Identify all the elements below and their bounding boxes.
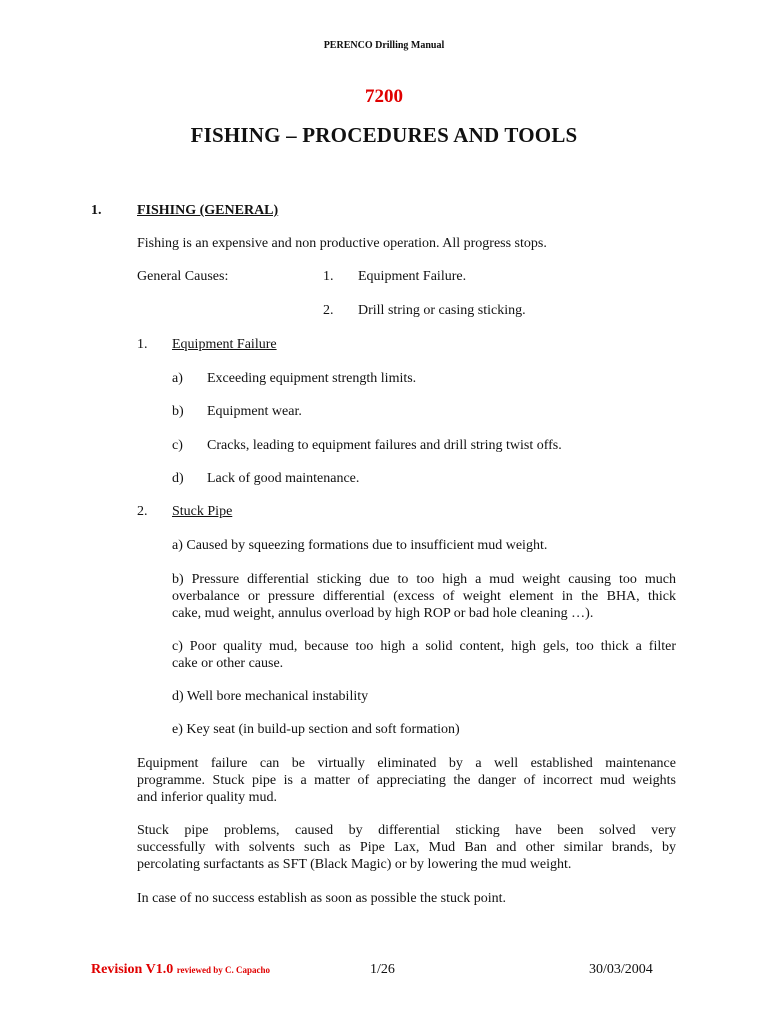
list-item-letter: a) <box>172 371 183 386</box>
stuck-pipe-item-c <box>172 638 676 672</box>
paragraph-line: cake, mud weight, annulus overload by high ROP or bad hole cleaning …). <box>172 606 594 621</box>
cause-number: 1. <box>323 269 334 284</box>
cause-text: Equipment Failure. <box>358 269 467 284</box>
footer-date: 30/03/2004 <box>589 962 653 977</box>
paragraph-line: c) Poor quality mud, because too high a solid content, high gels, too thick a filter <box>172 639 676 654</box>
footer-revision <box>91 962 270 978</box>
paragraph-stuck-point: In case of no success establish as soon as possible the stuck point. <box>137 891 506 906</box>
document-title: FISHING – PROCEDURES AND TOOLS <box>190 123 578 147</box>
subsection-heading: Stuck Pipe <box>172 504 233 519</box>
cause-number: 2. <box>323 303 334 318</box>
list-item-letter: d) <box>172 471 184 486</box>
reviewed-by: reviewed by C. Capacho <box>176 965 271 975</box>
paragraph-line: and inferior quality mud. <box>137 790 277 805</box>
subsection-heading: Equipment Failure <box>172 337 277 352</box>
general-causes-label: General Causes: <box>137 269 229 284</box>
paragraph-maintenance <box>137 755 676 806</box>
revision-label: Revision V1.0 <box>91 962 174 977</box>
document-number: 7200 <box>365 86 403 107</box>
subsection-number: 1. <box>137 337 148 352</box>
paragraph-line: cake or other cause. <box>172 656 284 671</box>
paragraph-line: Stuck pipe problems, caused by differential sticking have been solved very <box>137 823 676 838</box>
paragraph-line: programme. Stuck pipe is a matter of appreciating the danger of incorrect mud weights <box>137 773 676 788</box>
list-item-text: Lack of good maintenance. <box>207 471 360 486</box>
section-number: 1. <box>91 203 102 218</box>
subsection-number: 2. <box>137 504 148 519</box>
stuck-pipe-item-b <box>172 571 676 622</box>
intro-text: Fishing is an expensive and non productive operation. All progress stops. <box>137 236 547 251</box>
paragraph-line: successfully with solvents such as Pipe Lax, Mud Ban and other similar brands, by <box>137 840 676 855</box>
list-item-text: Exceeding equipment strength limits. <box>207 371 417 386</box>
page-number: 1/26 <box>370 962 395 977</box>
stuck-pipe-item-a: a) Caused by squeezing formations due to insufficient mud weight. <box>172 538 548 553</box>
cause-text: Drill string or casing sticking. <box>358 303 526 318</box>
list-item-text: Cracks, leading to equipment failures and drill string twist offs. <box>207 438 562 453</box>
paragraph-line: overbalance or pressure differential (excess of weight element in the BHA, thick <box>172 589 676 604</box>
stuck-pipe-item-d: d) Well bore mechanical instability <box>172 689 369 704</box>
paragraph-solvents <box>137 822 676 873</box>
stuck-pipe-item-e: e) Key seat (in build-up section and soft formation) <box>172 722 460 737</box>
list-item-letter: c) <box>172 438 183 453</box>
list-item-text: Equipment wear. <box>207 404 302 419</box>
paragraph-line: Equipment failure can be virtually eliminated by a well established maintenance <box>137 756 676 771</box>
manual-header: PERENCO Drilling Manual <box>323 40 445 51</box>
section-heading: FISHING (GENERAL) <box>137 203 279 218</box>
list-item-letter: b) <box>172 404 184 419</box>
paragraph-line: b) Pressure differential sticking due to too high a mud weight causing too much <box>172 572 676 587</box>
paragraph-line: percolating surfactants as SFT (Black Magic) or by lowering the mud weight. <box>137 857 572 872</box>
